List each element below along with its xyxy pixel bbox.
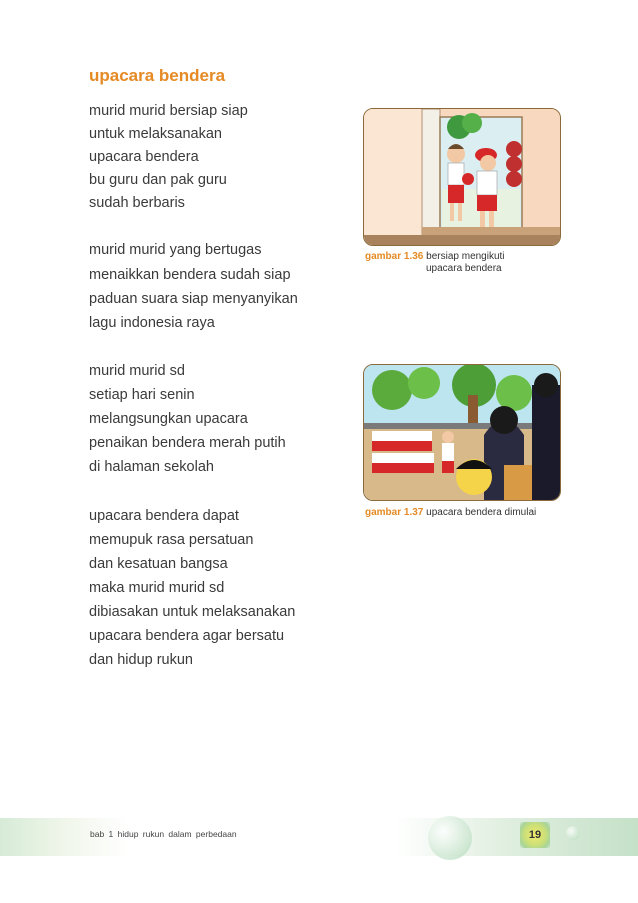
text-line: dibiasakan untuk melaksanakan [89,604,296,620]
text-line: memupuk rasa persatuan [89,532,254,548]
text-line: murid murid sd [89,363,185,379]
text-line: setiap hari senin [89,387,195,403]
text-line: di halaman sekolah [89,459,214,475]
text-line: bu guru dan pak guru [89,172,227,188]
figure-caption-1-36 [365,251,505,275]
text-line: paduan suara siap menyanyikan [89,291,298,307]
text-line: upacara bendera dapat [89,508,239,524]
text-line: menaikkan bendera sudah siap [89,267,291,283]
figure-label: gambar 1.36 [365,251,424,262]
decorative-bubble [428,816,472,860]
text-line: murid murid yang bertugas [89,242,262,258]
text-line: untuk melaksanakan [89,126,222,142]
caption-text: bersiap mengikuti [426,251,505,262]
section-title: upacara bendera [89,66,226,85]
illustration-students-doorway [364,109,561,246]
text-line: melangsungkan upacara [89,411,248,427]
page-number: 19 [520,822,550,848]
figure-caption-1-37 [365,507,536,519]
figure-illustration-preparing [363,108,561,246]
illustration-flag-ceremony [364,365,561,501]
text-line: dan kesatuan bangsa [89,556,228,572]
caption-text-cont: upacara bendera [426,263,502,274]
text-line: upacara bendera agar bersatu [89,628,285,644]
figure-illustration-ceremony [363,364,561,501]
text-line: lagu indonesia raya [89,315,215,331]
text-line: maka murid murid sd [89,580,225,596]
text-line: dan hidup rukun [89,652,193,668]
caption-text: upacara bendera dimulai [426,507,537,518]
text-line: penaikan bendera merah putih [89,435,286,451]
text-line: sudah berbaris [89,195,185,211]
text-line: upacara bendera [89,149,199,165]
decorative-bubble [566,826,580,840]
figure-label: gambar 1.37 [365,507,424,518]
text-line: murid murid bersiap siap [89,103,248,119]
chapter-title: bab 1 hidup rukun dalam perbedaan [90,829,237,839]
